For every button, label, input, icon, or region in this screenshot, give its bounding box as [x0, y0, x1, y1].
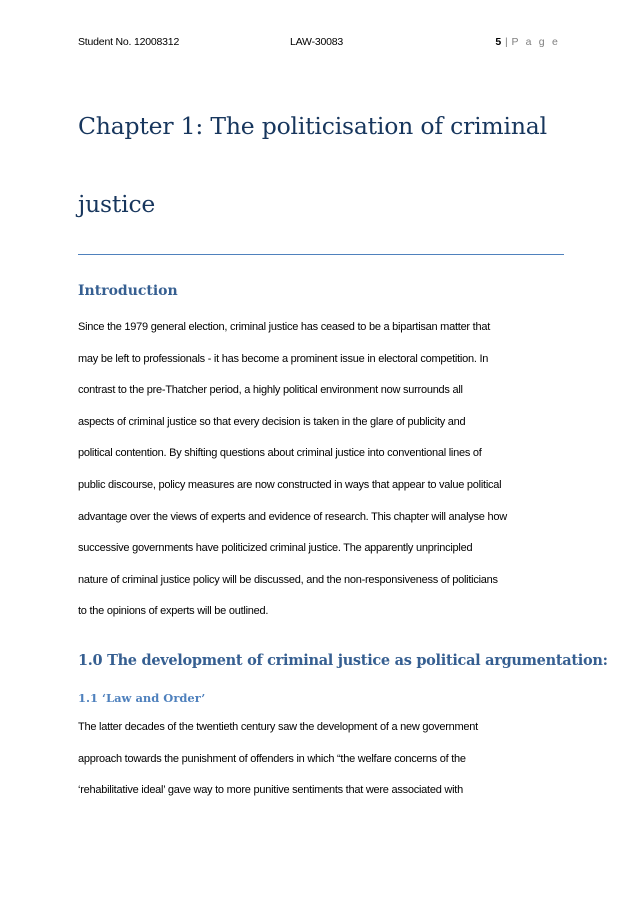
paragraph-line: ‘rehabilitative ideal’ gave way to more punitive sentiments that were associated with	[78, 784, 463, 797]
paragraph-line: Since the 1979 general election, criminal justice has ceased to be a bipartisan matter that	[78, 321, 491, 333]
paragraph-line: successive governments have politicized criminal justice. The apparently unprincipled	[78, 542, 473, 555]
paragraph-line: public discourse, policy measures are now constructed in ways that appear to value political	[78, 479, 502, 491]
page-number: 5	[495, 36, 501, 48]
introduction-heading: Introduction	[78, 283, 178, 299]
section-1-0-heading: 1.0 The development of criminal justice as political argumentation:	[78, 652, 608, 669]
paragraph-line: The latter decades of the twentieth century saw the development of a new government	[78, 721, 478, 733]
page-header	[78, 36, 560, 52]
chapter-title-line-2: justice	[78, 190, 156, 218]
paragraph-line: political contention. By shifting questions about criminal justice into conventional lines of	[78, 447, 482, 460]
page-indicator	[495, 36, 560, 48]
page-separator: |	[504, 36, 508, 48]
module-code: LAW-30083	[290, 36, 344, 48]
paragraph-line: contrast to the pre-Thatcher period, a highly political environment now surrounds all	[78, 384, 463, 397]
paragraph-line: may be left to professionals - it has become a prominent issue in electoral competition. In	[78, 352, 489, 365]
title-underline-divider	[78, 254, 564, 255]
section-1-1-heading: 1.1 ‘Law and Order’	[78, 691, 206, 705]
page-word: P a g e	[511, 36, 560, 48]
paragraph-line: nature of criminal justice policy will be discussed, and the non-responsiveness of politicians	[78, 573, 498, 586]
student-number: Student No. 12008312	[78, 36, 180, 48]
chapter-title-line-1: Chapter 1: The politicisation of criminal	[78, 112, 547, 140]
paragraph-line: advantage over the views of experts and evidence of research. This chapter will analyse how	[78, 510, 507, 523]
paragraph-line: aspects of criminal justice so that every decision is taken in the glare of publicity and	[78, 415, 466, 428]
paragraph-line: to the opinions of experts will be outlined.	[78, 605, 269, 618]
paragraph-line: approach towards the punishment of offenders in which “the welfare concerns of the	[78, 752, 466, 765]
